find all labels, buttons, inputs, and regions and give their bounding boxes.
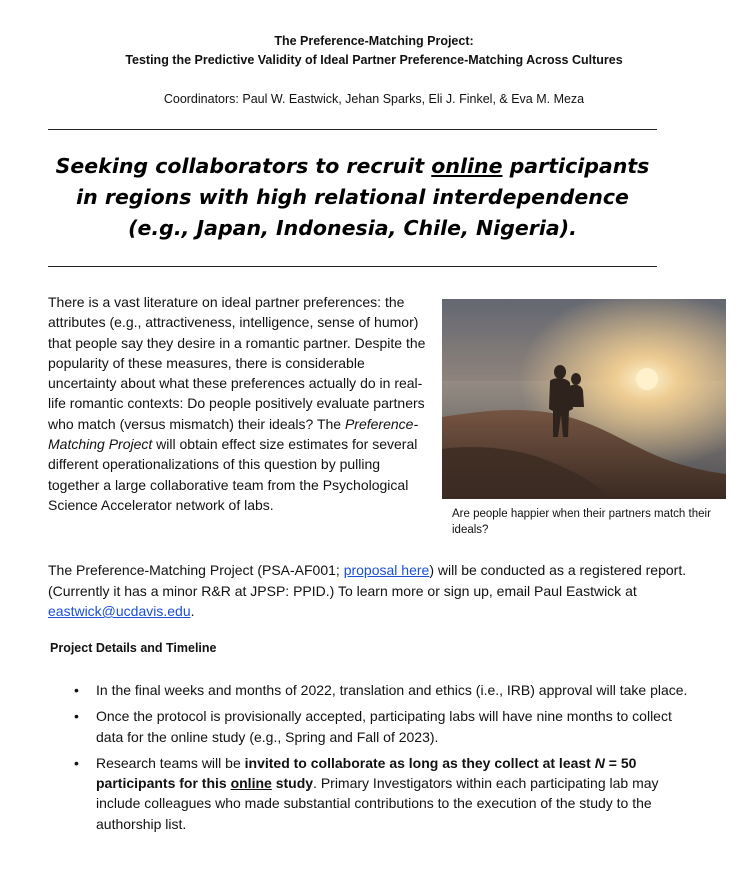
bullet-glyph: • <box>74 682 79 698</box>
para2-text1: The Preference-Matching Project (PSA-AF001; <box>48 562 344 578</box>
details-heading: Project Details and Timeline <box>50 641 217 655</box>
proposal-link[interactable]: proposal here <box>343 562 430 578</box>
divider-top <box>48 129 657 130</box>
intro-italic: Preference-Matching Project <box>48 415 419 453</box>
photo-caption: Are people happier when their partners match their ideals? <box>452 508 711 536</box>
bullet-glyph: • <box>74 754 79 771</box>
project-subtitle: Testing the Predictive Validity of Ideal Partner Preference-Matching Across Cultures <box>125 53 623 67</box>
bullet-text-2: Once the protocol is provisionally accepted, participating labs will have nine months to collect data for the online study (e.g., Spring and Fall of 2023). <box>96 708 672 745</box>
divider-bottom <box>48 266 657 267</box>
bullet3-c: = 50 participants for this <box>96 754 637 792</box>
headline <box>48 151 657 244</box>
headline-part1: Seeking collaborators to recruit <box>55 154 432 178</box>
para2-text3: . <box>190 603 195 619</box>
headline-part2: participants in regions with high relational interdependence (e.g., Japan, Indonesia, Chile, Nigeria). <box>76 154 650 240</box>
para2-text2: ) will be conducted as a registered report. (Currently it has a minor R&R at JPSP: PPID.) To learn more or sign up, email Paul Eastwick at <box>48 562 687 599</box>
intro-text2: will obtain effect size estimates for several different operationalizations of this question by pulling together a large collaborative team from the Psychological Science Accelerator network of labs. <box>48 436 418 513</box>
bullet3-f: . Primary Investigators within each participating lab may include colleagues who made substantial contributions to the execution of the study to the authorship list. <box>96 775 659 832</box>
intro-paragraph <box>48 292 428 515</box>
project-title: The Preference-Matching Project: <box>274 34 474 48</box>
intro-text1: There is a vast literature on ideal partner preferences: the attributes (e.g., attractiveness, intelligence, sense of humor) that people say they desire in a romantic partner. Despite the popularity of these measures, there is considerable uncertainty about what these preferences actually do in real-life romantic contexts: Do people positively evaluate partners who match (versus mismatch) their ideals? The <box>48 294 426 432</box>
bullet3-a: Research teams will be <box>96 754 245 771</box>
coordinators-line: Coordinators: Paul W. Eastwick, Jehan Sparks, Eli J. Finkel, & Eva M. Meza <box>163 92 585 106</box>
sunset-couple-photo <box>442 299 726 499</box>
headline-underlined: online <box>431 154 503 178</box>
list-item <box>48 680 688 700</box>
bullet-glyph: • <box>74 708 79 725</box>
bullet3-b: invited to collaborate as long as they collect at least <box>244 754 595 771</box>
email-link[interactable]: eastwick@ucdavis.edu <box>48 603 191 619</box>
bullet3-n: N <box>594 754 605 771</box>
bullet-text-1: In the final weeks and months of 2022, translation and ethics (i.e., IRB) approval will take place. <box>96 682 688 698</box>
bullet3-e: study <box>271 775 314 792</box>
list-item <box>48 706 688 747</box>
bullet3-d: online <box>230 775 272 792</box>
photo-illustration <box>442 299 726 499</box>
list-item <box>48 753 688 834</box>
project-info-paragraph <box>48 560 688 622</box>
timeline-list <box>48 680 688 840</box>
